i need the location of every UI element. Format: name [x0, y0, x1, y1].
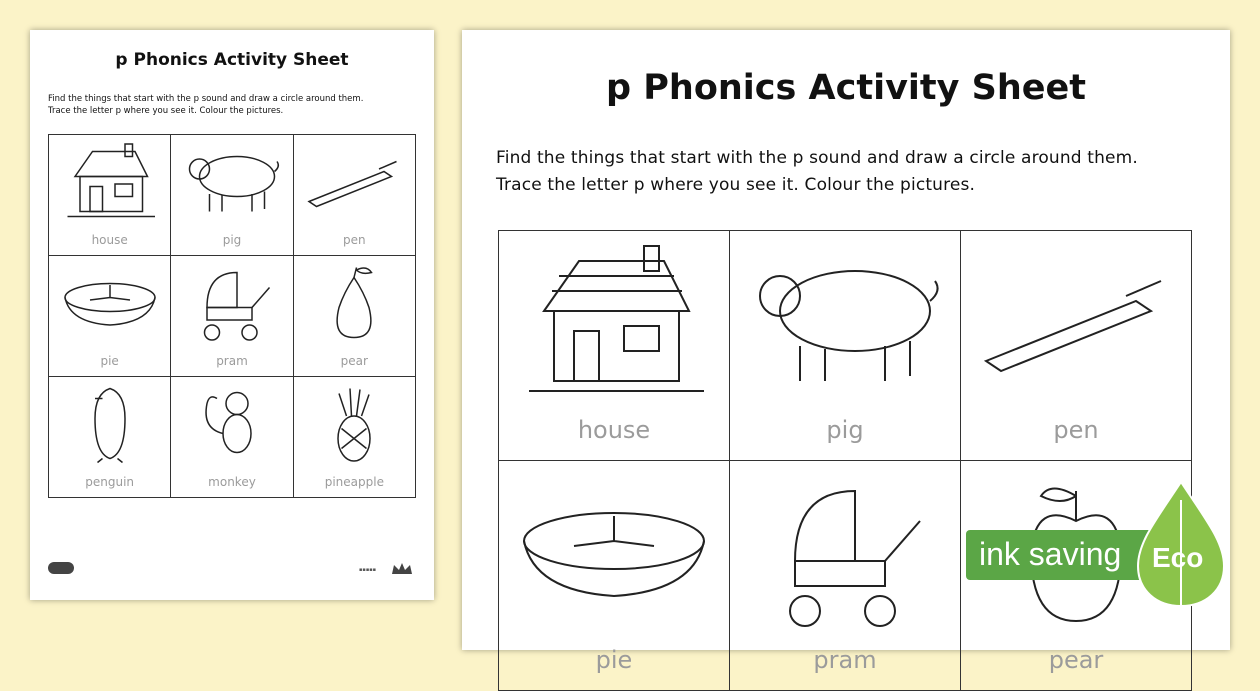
instruction-line-2: Trace the letter p where you see it. Colour the pictures.	[496, 175, 976, 195]
picture-cell	[293, 256, 415, 377]
pig-icon	[745, 241, 945, 403]
pie-icon	[514, 471, 714, 633]
picture-cell	[171, 135, 293, 256]
picture-grid	[498, 230, 1192, 691]
pen-icon	[304, 141, 404, 223]
picture-cell	[49, 256, 171, 377]
picture-cell	[961, 231, 1192, 461]
trace-word: pen	[1053, 416, 1099, 444]
monkey-icon	[182, 383, 282, 465]
eco-label: Eco	[1152, 542, 1204, 573]
footer-code-mark: ▪▪▪▪▪	[359, 567, 376, 573]
picture-cell	[49, 135, 171, 256]
picture-cell	[730, 461, 961, 691]
house-icon	[514, 241, 714, 403]
pineapple-icon	[304, 383, 404, 465]
picture-cell	[171, 377, 293, 498]
trace-word: pie	[595, 646, 633, 674]
picture-cell	[49, 377, 171, 498]
instruction-line-2: Trace the letter p where you see it. Colour the pictures.	[48, 106, 284, 116]
penguin-icon	[60, 383, 160, 465]
trace-word: pram	[216, 354, 248, 368]
instruction-line-1: Find the things that start with the p sound and draw a circle around them.	[48, 94, 364, 104]
trace-word: pig	[826, 416, 864, 444]
trace-word: pineapple	[324, 475, 384, 489]
ink-saving-text: ink saving	[979, 536, 1122, 572]
pram-icon	[182, 262, 282, 344]
picture-cell	[293, 135, 415, 256]
sheet-title: p Phonics Activity Sheet	[606, 68, 1086, 108]
brand-logo	[48, 562, 74, 574]
picture-cell	[499, 461, 730, 691]
trace-word: house	[577, 416, 651, 444]
pie-icon	[60, 262, 160, 344]
picture-cell	[171, 256, 293, 377]
worksheet-preview-small	[30, 30, 434, 600]
trace-word: pear	[340, 354, 368, 368]
crown-icon	[390, 562, 414, 576]
trace-word: pig	[222, 233, 242, 247]
trace-word: pen	[343, 233, 366, 247]
sheet-title: p Phonics Activity Sheet	[115, 50, 349, 70]
picture-cell	[499, 231, 730, 461]
trace-word: pram	[813, 646, 877, 674]
instruction-line-1: Find the things that start with the p sound and draw a circle around them.	[496, 148, 1138, 168]
pig-icon	[182, 141, 282, 223]
pen-icon	[976, 241, 1176, 403]
house-icon	[60, 141, 160, 223]
trace-word: monkey	[208, 475, 256, 489]
trace-word: pear	[1048, 646, 1104, 674]
pram-icon	[745, 471, 945, 633]
picture-grid	[48, 134, 416, 498]
picture-cell	[293, 377, 415, 498]
ink-saving-eco-badge	[966, 480, 1226, 608]
trace-word: pie	[100, 354, 119, 368]
picture-cell	[730, 231, 961, 461]
trace-word: house	[91, 233, 128, 247]
trace-word: penguin	[85, 475, 135, 489]
pear-icon	[304, 262, 404, 344]
